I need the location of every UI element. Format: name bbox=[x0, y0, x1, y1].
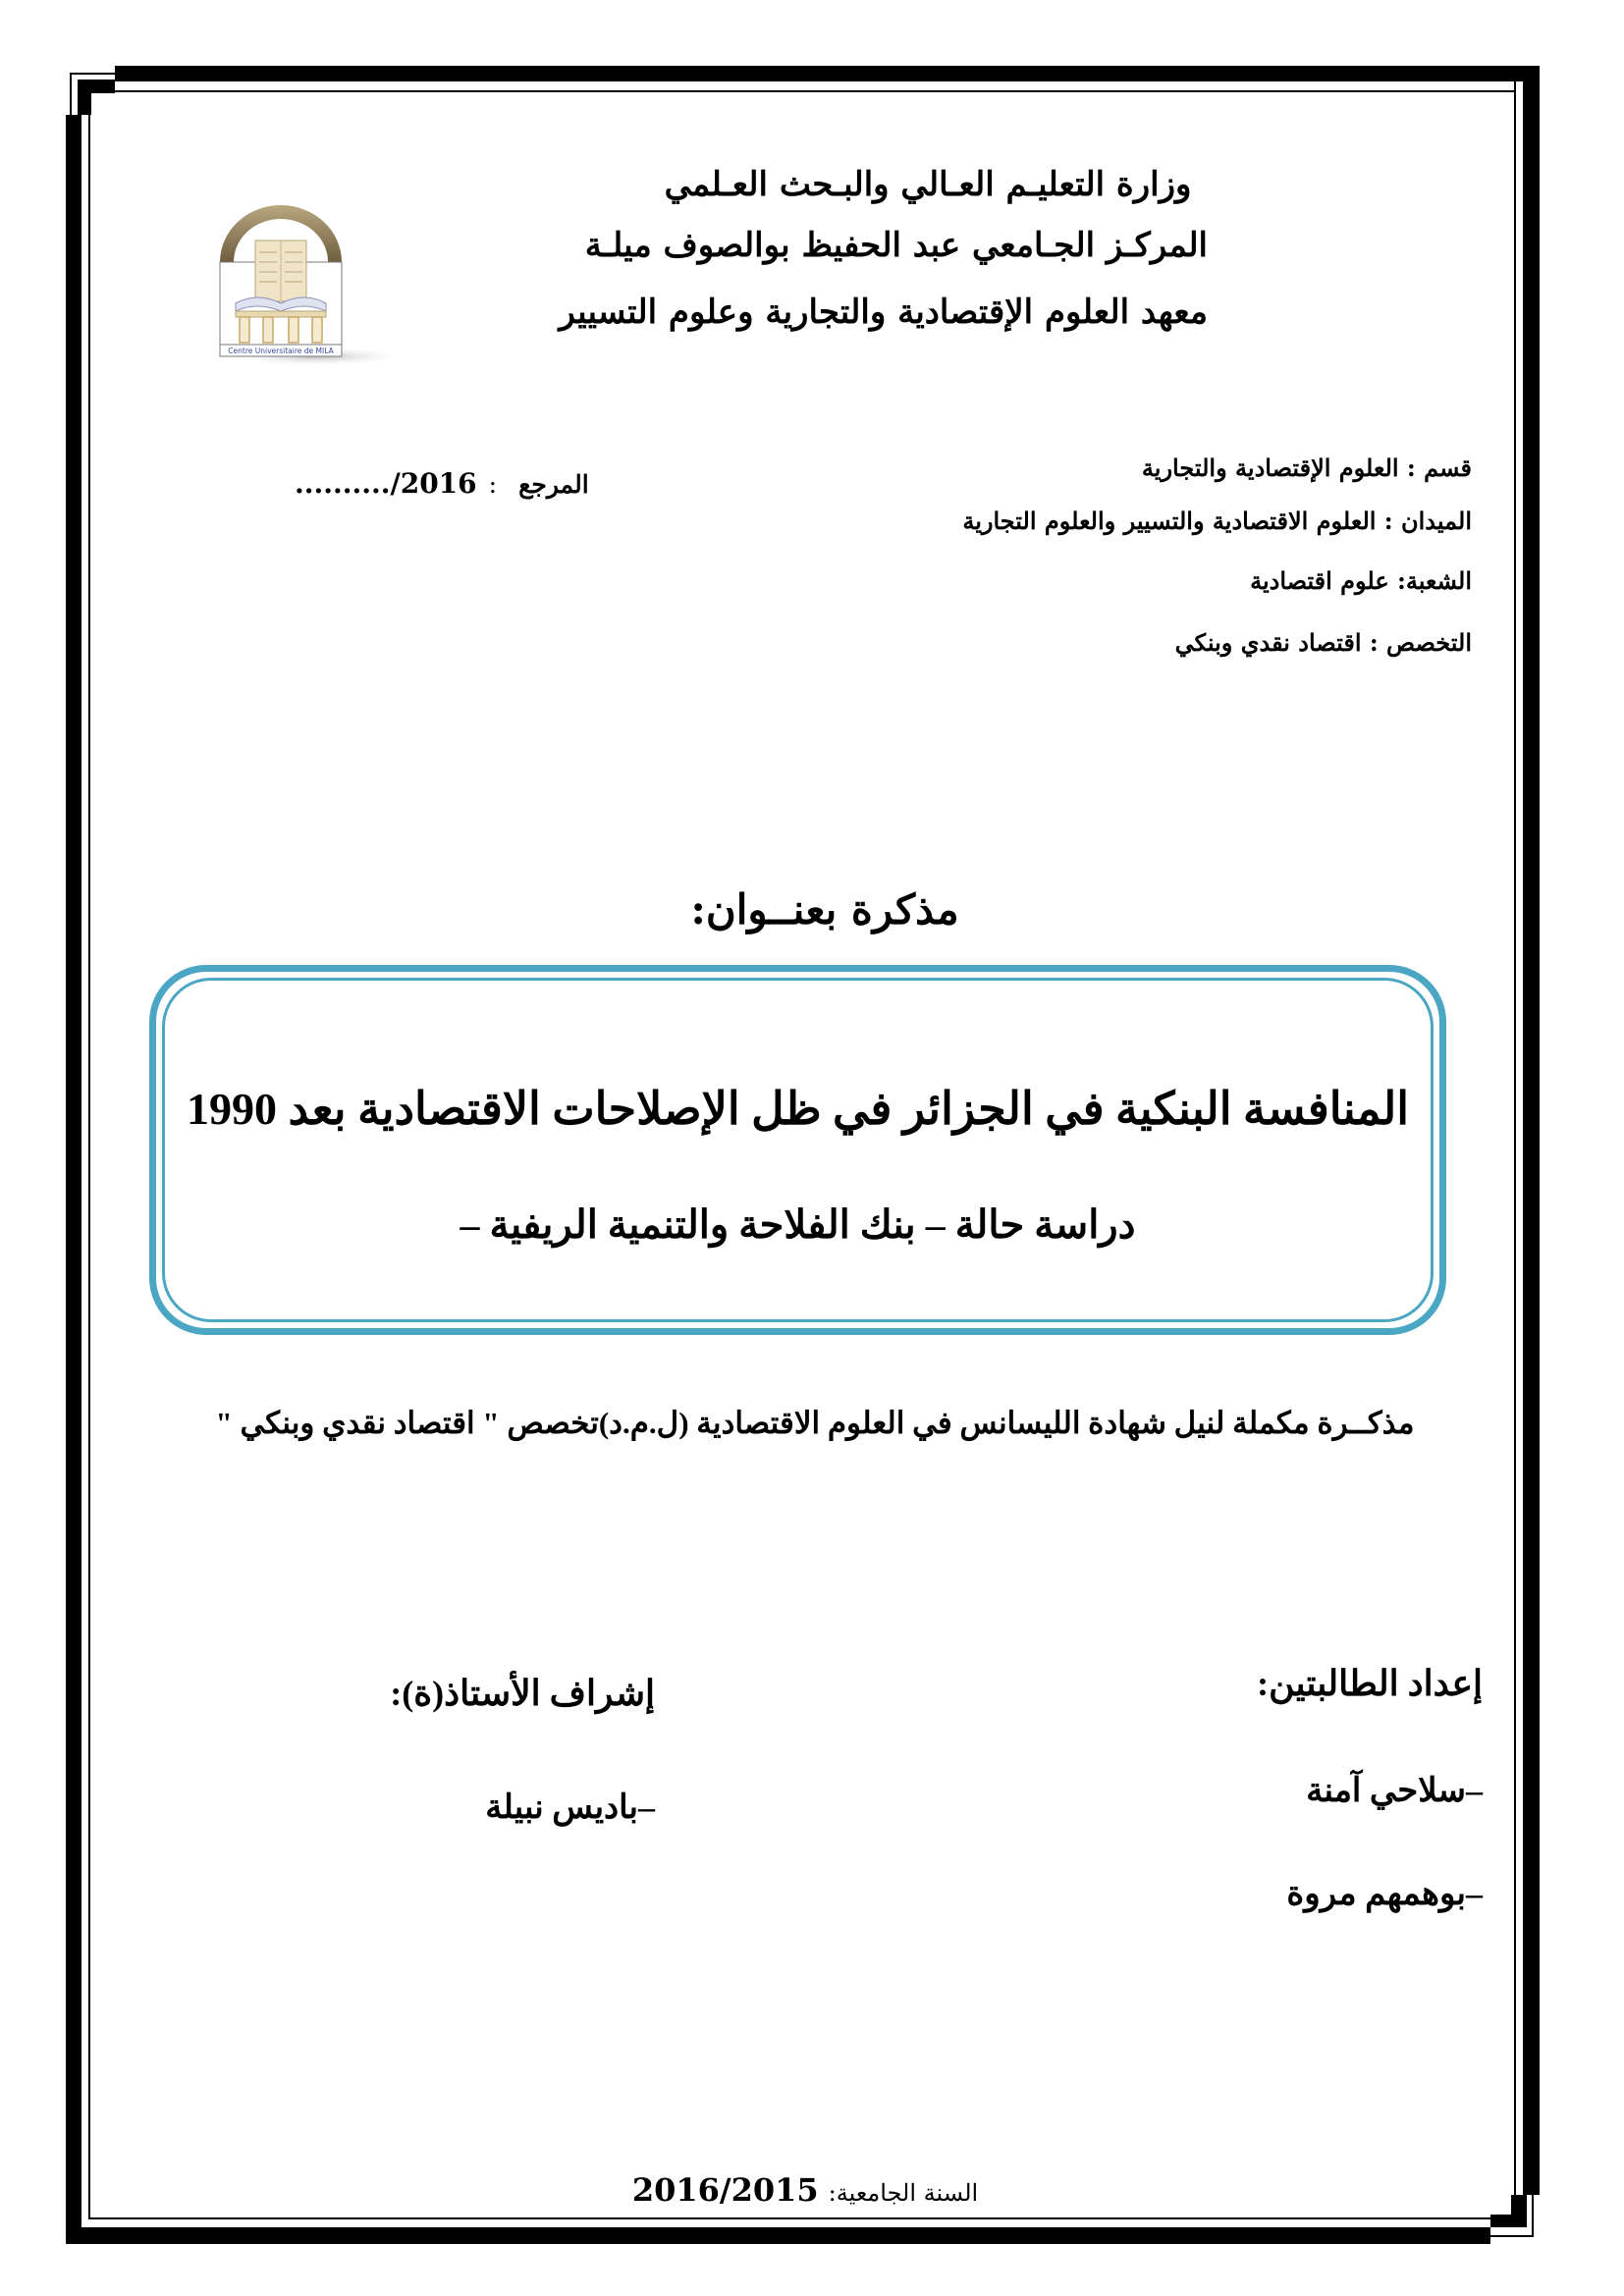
department-label: قسم : العلوم الإقتصادية والتجارية bbox=[1141, 454, 1472, 482]
frame-outer-tl-h bbox=[70, 73, 115, 75]
logo-caption: Centre Universitaire de MILA bbox=[228, 347, 334, 355]
university-logo-icon bbox=[208, 201, 405, 368]
academic-year-value: 2016/2015 bbox=[631, 2171, 819, 2209]
reference-separator: : bbox=[488, 470, 498, 499]
frame-corner-br-v bbox=[1511, 2195, 1527, 2227]
university-name: المركـز الجـامعي عبد الحفيظ بوالصوف ميلـة bbox=[584, 226, 1208, 265]
reference-field bbox=[295, 467, 589, 500]
frame-top-bar bbox=[115, 66, 1540, 81]
frame-outer-tl-v bbox=[70, 73, 72, 115]
frame-inner-top bbox=[115, 90, 1516, 92]
branch-label: الشعبة: علوم اقتصادية bbox=[1250, 566, 1472, 595]
frame-bottom-bar bbox=[66, 2227, 1490, 2244]
ministry-name: وزارة التعليـم العـالي والبـحث العـلمي bbox=[664, 165, 1192, 204]
thesis-title-box-inner-border bbox=[162, 978, 1434, 1322]
academic-year-label: السنة الجامعية: bbox=[828, 2179, 979, 2207]
thesis-subtitle: دراسة حالة – بنك الفلاحة والتنمية الريفية – bbox=[460, 1202, 1136, 1247]
frame-inner-left bbox=[88, 115, 90, 2218]
student-name: –بوهمهم مروة bbox=[1286, 1876, 1483, 1912]
degree-statement: مذكــرة مكملة لنيل شهادة الليسانس في العلوم الاقتصادية (ل.م.د)تخصص " اقتصاد نقدي وبنكي " bbox=[215, 1406, 1415, 1440]
frame-right-bar bbox=[1523, 66, 1540, 2195]
academic-year bbox=[628, 2171, 982, 2209]
university-logo bbox=[208, 201, 405, 368]
students-block bbox=[1257, 1659, 1483, 1912]
field-label: الميدان : العلوم الاقتصادية والتسيير والعلوم التجارية bbox=[962, 507, 1472, 535]
frame-inner-right bbox=[1514, 66, 1516, 2195]
frame-left-bar bbox=[66, 115, 81, 2244]
memo-heading: مذكرة بعنــوان: bbox=[690, 885, 959, 934]
supervisor-name: –باديس نبيلة bbox=[485, 1789, 655, 1826]
student-name: –سلاحي آمنة bbox=[1306, 1773, 1483, 1809]
supervisor-block bbox=[390, 1669, 655, 1826]
specialty-label: التخصص : اقتصاد نقدي وبنكي bbox=[1174, 628, 1472, 657]
frame-inner-bottom bbox=[88, 2217, 1490, 2219]
students-heading: إعداد الطالبتين: bbox=[1257, 1664, 1483, 1703]
institute-name: معهد العلوم الإقتصادية والتجارية وعلوم التسيير bbox=[559, 293, 1208, 332]
frame-outer-br-h bbox=[1490, 2235, 1534, 2237]
frame-corner-tl-v bbox=[78, 80, 91, 115]
thesis-title: المنافسة البنكية في الجزائر في ظل الإصلاحات الاقتصادية بعد 1990 bbox=[186, 1084, 1410, 1134]
thesis-title-box bbox=[149, 965, 1446, 1335]
supervisor-heading: إشراف الأستاذ(ة): bbox=[390, 1674, 655, 1713]
reference-label: المرجع bbox=[518, 470, 589, 499]
reference-value: ........../2016 bbox=[295, 467, 477, 500]
frame-outer-br-v bbox=[1532, 2195, 1534, 2237]
